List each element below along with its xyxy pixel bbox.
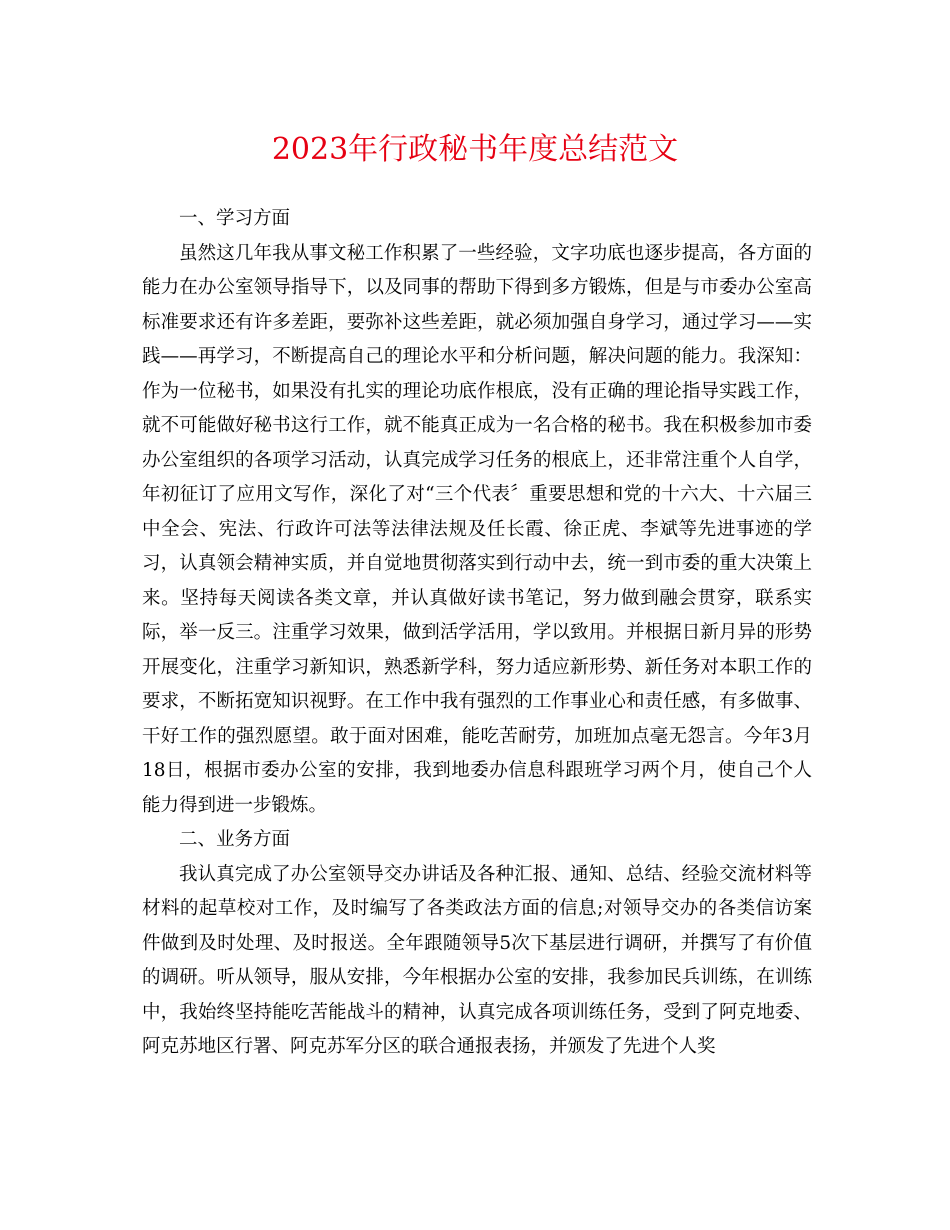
section-paragraph-business: 我认真完成了办公室领导交办讲话及各种汇报、通知、总结、经验交流材料等材料的起草校对工作，及时编写了各类政法方面的信息;对领导交办的各类信访案件做到及时处理、及时报送。全年跟随领导5次下基层进行调研，并撰写了有价值的调研。听从领导，服从安排，今年根据办公室的安排，我参加民兵训练，在训练中，我始终坚持能吃苦能战斗的精神，认真完成各项训练任务，受到了阿克地委、阿克苏地区行署、阿克苏军分区的联合通报表扬，并颁发了先进个人奖: [142, 863, 812, 1057]
section-heading-study: 一、学习方面: [179, 208, 291, 229]
document-body: [142, 202, 812, 1065]
section-heading-business: 二、业务方面: [179, 829, 291, 850]
section-paragraph-study: 虽然这几年我从事文秘工作积累了一些经验，文字功底也逐步提高，各方面的能力在办公室领导指导下，以及同事的帮助下得到多方锻炼，但是与市委办公室高标准要求还有许多差距，要弥补这些差距，就必须加强自身学习，通过学习——实践——再学习，不断提高自己的理论水平和分析问题，解决问题的能力。我深知：作为一位秘书，如果没有扎实的理论功底作根底，没有正确的理论指导实践工作，就不可能做好秘书这行工作，就不能真正成为一名合格的秘书。我在积极参加市委办公室组织的各项学习活动，认真完成学习任务的根底上，还非常注重个人自学，年初征订了应用文写作，深化了对“三个代表〞重要思想和党的十六大、十六届三中全会、宪法、行政许可法等法律法规及任长霞、徐正虎、李斌等先进事迹的学习，认真领会精神实质，并自觉地贯彻落实到行动中去，统一到市委的重大决策上来。坚持每天阅读各类文章，并认真做好读书笔记，努力做到融会贯穿，联系实际，举一反三。注重学习效果，做到活学活用，学以致用。并根据日新月异的形势开展变化，注重学习新知识，熟悉新学科，努力适应新形势、新任务对本职工作的要求，不断拓宽知识视野。在工作中我有强烈的工作事业心和责任感，有多做事、干好工作的强烈愿望。敢于面对困难，能吃苦耐劳，加班加点毫无怨言。今年3月18日，根据市委办公室的安排，我到地委办信息科跟班学习两个月，使自己个人能力得到进一步锻炼。: [142, 242, 812, 816]
document-title: 2023年行政秘书年度总结范文: [271, 132, 679, 167]
